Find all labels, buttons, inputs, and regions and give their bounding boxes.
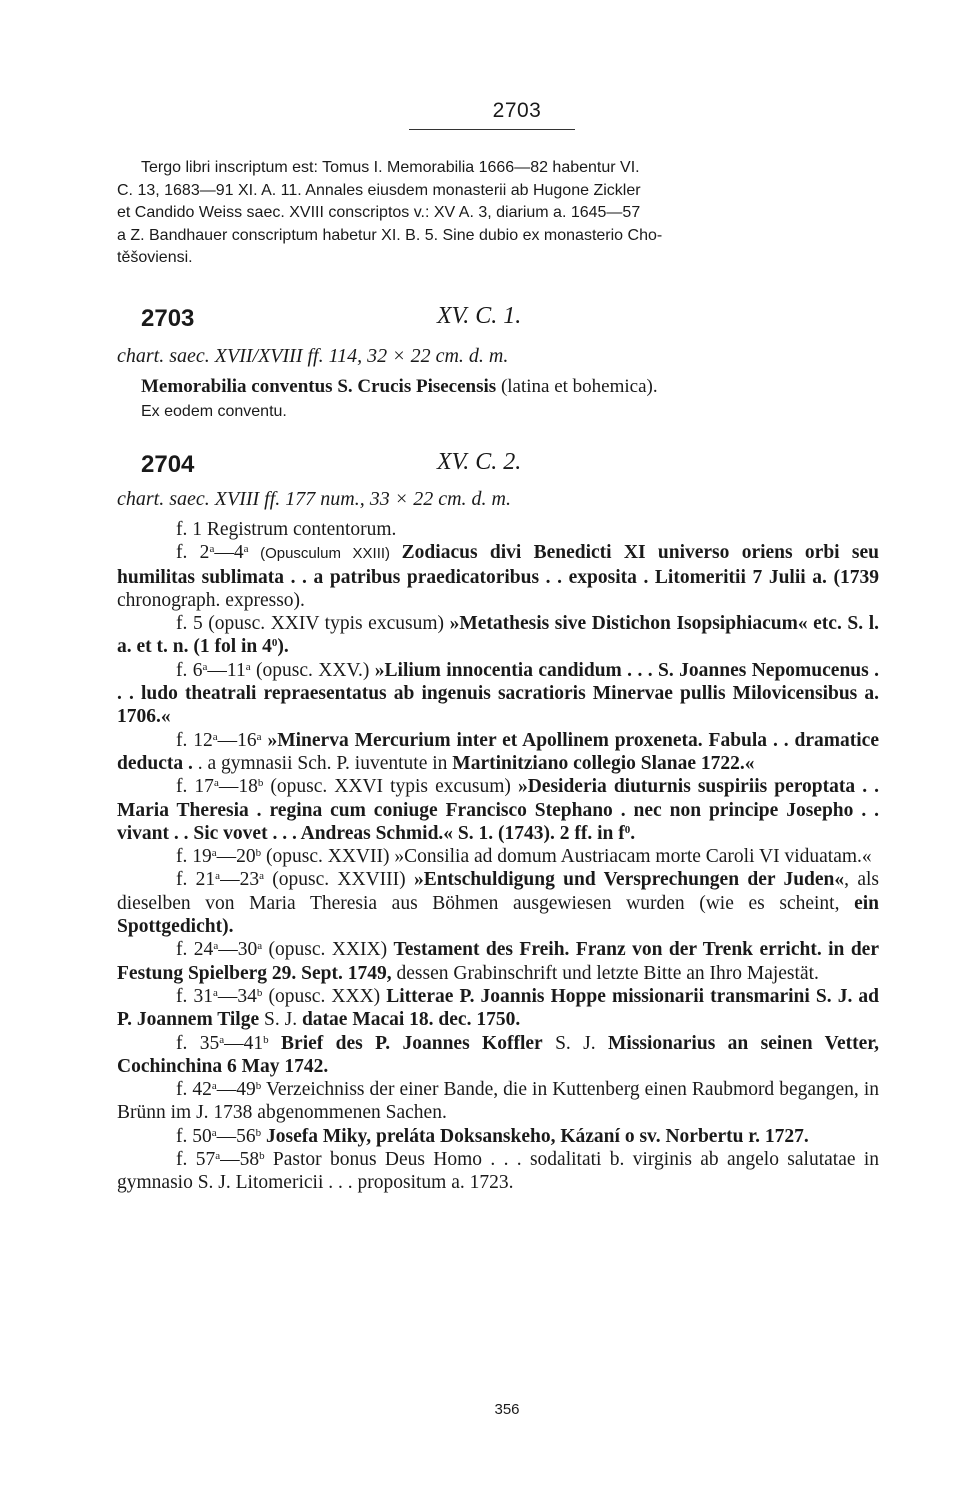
entry-provenance: Ex eodem conventu.: [141, 403, 287, 420]
list-item: f. 57$^a$—58$^b$ Pastor bonus Deus Homo . . . sodalitati b. virginis ab angelo salutatae in gymnasio S. J. Litomericii . . . propositum a. 1723.: [117, 1149, 879, 1194]
list-item: f. 5 (opusc. XXIV typis excusum) »Metathesis sive Distichon Isopsiphiacum« etc. S. l. a. et t. n. (1 fol in $4^0$).: [117, 613, 879, 658]
list-item: f. 2$^a$—4$^a$ (Opusculum XXIII) Zodiacus divi Benedicti XI universo oriens orbi seu humilitas sublimata . . a patribus praedicatoribus . . exposita . Litomeritii 7 Julii a. (1739 chronograph. expresso).: [117, 542, 880, 611]
header-rule: [409, 129, 575, 130]
intro-line: těšoviensi.: [117, 249, 193, 266]
intro-line: C. 13, 1683—91 XI. A. 11. Annales eiusdem monasterii ab Hugone Zickler: [117, 181, 641, 199]
intro-line: Tergo libri inscriptum est: Tomus I. Memorabilia 1666—82 habentur VI.: [141, 159, 640, 176]
entry-title: [141, 376, 658, 398]
list-item: f. 31$^a$—34$^b$ (opusc. XXX) Litterae P. Joannis Hoppe missionarii transmarini S. J. ad P. Joannem Tilge S. J. datae Macai 18. dec. 1750.: [117, 985, 880, 1031]
entry-physical-description: chart. saec. XVII/XVIII ff. 114, 32 × 22 cm. d. m.: [117, 345, 509, 367]
list-item: f. 50$^a$—56$^b$ Josefa Miky, preláta Doksanskeho, Kázaní o sv. Norbertu r. 1727.: [176, 1125, 809, 1147]
list-item: f. 19$^a$—20$^b$ (opusc. XXVII) »Consilia ad domum Austriacam morte Caroli VI viduatam.«: [176, 846, 872, 868]
entry-title-note: (latina et bohemica).: [496, 376, 658, 397]
entry-number: 2704: [141, 451, 195, 478]
intro-line: a Z. Bandhauer conscriptum habetur XI. B. 5. Sine dubio ex monasterio Cho-: [117, 226, 663, 244]
list-item: f. 12$^a$—16$^a$ »Minerva Mercurium inter et Apollinem proxeneta. Fabula . . dramatice deducta . . a gymnasii Sch. P. iuventute in Martinitziano collegio Slanae 1722.«: [117, 729, 879, 774]
intro-paragraph: [117, 157, 879, 270]
contents-list: [117, 518, 879, 1195]
list-item: f. 17$^a$—18$^b$ (opusc. XXVI typis excusum) »Desideria diuturnis suspiriis peroptata . . Maria Theresia . regina cum coniuge Francisco Stephano . nec non principe Josepho . . vivant . . Sic vovet . . . Andreas Schmid.« S. 1. (1743). 2 ff. in $f^0$.: [117, 776, 879, 844]
entry-physical-description: chart. saec. XVIII ff. 177 num., 33 × 22 cm. d. m.: [117, 488, 511, 510]
entry-number: 2703: [141, 305, 195, 332]
entry-title-bold: Memorabilia conventus S. Crucis Pisecensis: [141, 376, 497, 397]
document-page: [117, 0, 879, 1495]
list-item: f. 24$^a$—30$^a$ (opusc. XXIX) Testament des Freih. Franz von der Trenk erricht. in der Festung Spielberg 29. Sept. 1749, dessen Grabinschrift und letzte Bitte an Ihro Majestät.: [117, 939, 879, 984]
entry-shelfmark: XV. C. 2.: [437, 449, 522, 475]
page-number-top: 2703: [492, 99, 542, 122]
entry-shelfmark: XV. C. 1.: [437, 303, 522, 329]
list-item: f. 1 Registrum contentorum.: [176, 519, 397, 540]
list-item: f. 35$^a$—41$^b$ Brief des P. Joannes Koffler S. J. Missionarius an seinen Vetter, Cochinchina 6 May 1742.: [117, 1032, 879, 1077]
page-number-bottom: 356: [494, 1401, 520, 1418]
list-item: f. 6$^a$—11$^a$ (opusc. XXV.) »Lilium innocentia candidum . . . S. Joannes Nepomucenus . . . ludo theatrali repraesentatus ab ingenuis sacratioris Minervae pullis Milovicensibus a. 1706.«: [117, 659, 879, 728]
intro-line: et Candido Weiss saec. XVIII conscriptos v.: XV A. 3, diarium a. 1645—57: [117, 204, 641, 221]
list-item: f. 21$^a$—23$^a$ (opusc. XXVIII) »Entschuldigung und Versprechungen der Juden«, als dieselben von Maria Theresia aus Böhmen ausgewiesen wurden (wie es scheint, ein Spottgedicht).: [117, 869, 879, 938]
list-item: f. 42$^a$—49$^b$ Verzeichniss der einer Bande, die in Kuttenberg einen Raubmord begangen, in Brünn im J. 1738 abgenommenen Sachen.: [117, 1079, 879, 1124]
